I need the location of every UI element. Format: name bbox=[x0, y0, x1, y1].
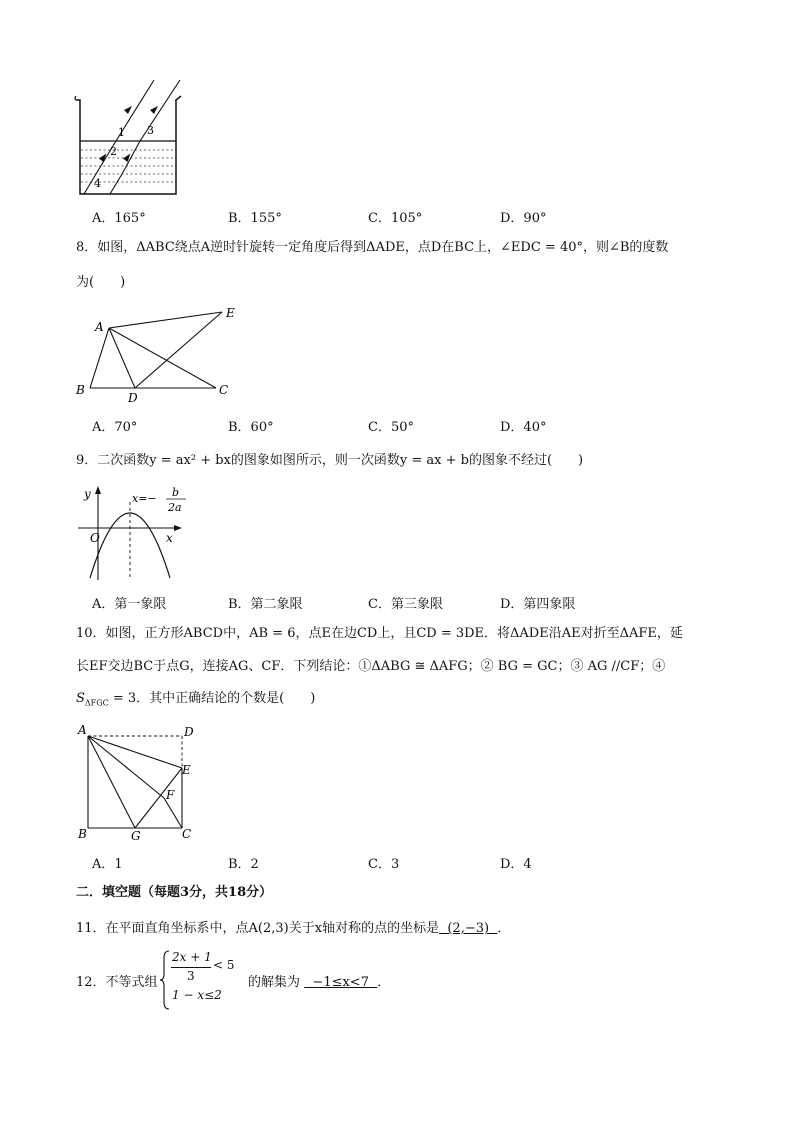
q10-label-e: E bbox=[182, 763, 191, 777]
q9-parabola-figure bbox=[74, 484, 194, 584]
q8-stem-line2: 为( ) bbox=[76, 275, 126, 290]
q9-option-b[interactable]: B．第二象限 bbox=[228, 597, 303, 612]
q9-option-d[interactable]: D．第四象限 bbox=[500, 597, 576, 612]
q10-stem-line3-rest: = 3．其中正确结论的个数是( ) bbox=[108, 691, 316, 706]
q7-option-c[interactable]: C．105° bbox=[368, 211, 423, 226]
q8-option-a[interactable]: A．70° bbox=[92, 420, 138, 435]
q10-option-a[interactable]: A．1 bbox=[92, 857, 123, 872]
q12-answer bbox=[304, 975, 377, 990]
q7-option-a[interactable]: A．165° bbox=[92, 211, 146, 226]
q8-option-d[interactable]: D．40° bbox=[500, 420, 547, 435]
q8-label-b: B bbox=[76, 383, 85, 397]
q10-label-b: B bbox=[78, 827, 87, 841]
q10-area-symbol: S bbox=[76, 691, 85, 706]
q9-stem: 9．二次函数y = ax² + bx的图象如图所示，则一次函数y = ax + b的图象不经过( ) bbox=[76, 453, 584, 468]
q10-option-c[interactable]: C．3 bbox=[368, 857, 400, 872]
q12-end: ． bbox=[377, 975, 391, 990]
q9-option-a[interactable]: A．第一象限 bbox=[92, 597, 167, 612]
q12-fraction-numerator: 2x + 1 bbox=[172, 950, 212, 964]
q10-label-a: A bbox=[78, 723, 87, 737]
q10-label-d: D bbox=[184, 725, 194, 739]
q12-middle: 的解集为 bbox=[248, 975, 301, 990]
q8-option-b[interactable]: B．60° bbox=[228, 420, 274, 435]
q7-beaker-figure bbox=[70, 78, 190, 198]
q12-row bbox=[76, 948, 576, 1012]
q12-answer-row bbox=[248, 971, 390, 990]
q9-label-x: x bbox=[166, 531, 173, 545]
q9-option-c[interactable]: C．第三象限 bbox=[368, 597, 443, 612]
q8-triangle-figure bbox=[72, 304, 242, 404]
q8-option-c[interactable]: C．50° bbox=[368, 420, 414, 435]
q12-prefix: 12．不等式组 bbox=[76, 975, 158, 990]
q11-stem: 11．在平面直角坐标系中，点A(2,3)关于x轴对称的点的坐标是 bbox=[76, 921, 440, 936]
q10-option-d[interactable]: D．4 bbox=[500, 857, 532, 872]
q8-stem-line1: 8．如图，ΔABC绕点A逆时针旋转一定角度后得到ΔADE，点D在BC上，∠EDC = 40°，则∠B的度数 bbox=[76, 240, 669, 255]
q11-answer-text: (2,−3) bbox=[447, 921, 490, 936]
q7-option-b[interactable]: B．155° bbox=[228, 211, 282, 226]
q9-options bbox=[92, 593, 712, 611]
q12-answer-text: −1≤x<7 bbox=[312, 975, 369, 990]
q8-label-a: A bbox=[95, 320, 104, 334]
q10-label-f: F bbox=[166, 788, 175, 802]
q12-ineq1-rest: < 5 bbox=[213, 958, 235, 972]
q10-stem-line3 bbox=[76, 690, 315, 713]
q12-fraction-bar bbox=[171, 967, 211, 968]
q7-options bbox=[92, 207, 712, 225]
q9-label-origin: O bbox=[90, 531, 100, 545]
q8-label-c: C bbox=[219, 383, 229, 397]
q10-square-figure bbox=[74, 722, 204, 846]
q9-fraction-denominator: 2a bbox=[168, 501, 182, 514]
q10-label-g: G bbox=[131, 829, 141, 843]
q10-area-subscript: ΔFGC bbox=[84, 698, 109, 708]
q10-label-c: C bbox=[182, 827, 192, 841]
q12-brace bbox=[160, 950, 170, 1010]
q7-angle-label-1: 1 bbox=[118, 126, 125, 139]
q9-label-y: y bbox=[84, 487, 91, 501]
q11-answer bbox=[439, 921, 497, 936]
q7-option-d[interactable]: D．90° bbox=[500, 211, 547, 226]
q7-angle-label-3: 3 bbox=[147, 124, 154, 137]
q10-options bbox=[92, 853, 712, 871]
q9-axis-equation: x=− bbox=[132, 492, 157, 505]
q12-fraction-denominator: 3 bbox=[187, 969, 195, 983]
q8-label-d: D bbox=[128, 391, 138, 405]
q11-end: ． bbox=[497, 921, 511, 936]
q7-angle-label-4: 4 bbox=[94, 177, 101, 190]
q11-row bbox=[76, 920, 510, 938]
q10-option-b[interactable]: B．2 bbox=[228, 857, 259, 872]
q10-stem-line2: 长EF交边BC于点G，连接AG、CF．下列结论：①ΔABG ≅ ΔAFG；② BG = GC；③ AG //CF；④ bbox=[76, 659, 666, 674]
q8-options bbox=[92, 416, 712, 434]
q8-label-e: E bbox=[226, 306, 235, 320]
q12-ineq2: 1 − x≤2 bbox=[172, 988, 222, 1002]
section-fill-in-title: 二．填空题（每题3分，共18分） bbox=[76, 885, 273, 900]
q7-angle-label-2: 2 bbox=[110, 145, 117, 158]
q10-stem-line1: 10．如图，正方形ABCD中，AB = 6，点E在边CD上，且CD = 3DE．将ΔADE沿AE对折至ΔAFE，延 bbox=[76, 626, 683, 641]
q9-fraction-numerator: b bbox=[172, 486, 180, 499]
